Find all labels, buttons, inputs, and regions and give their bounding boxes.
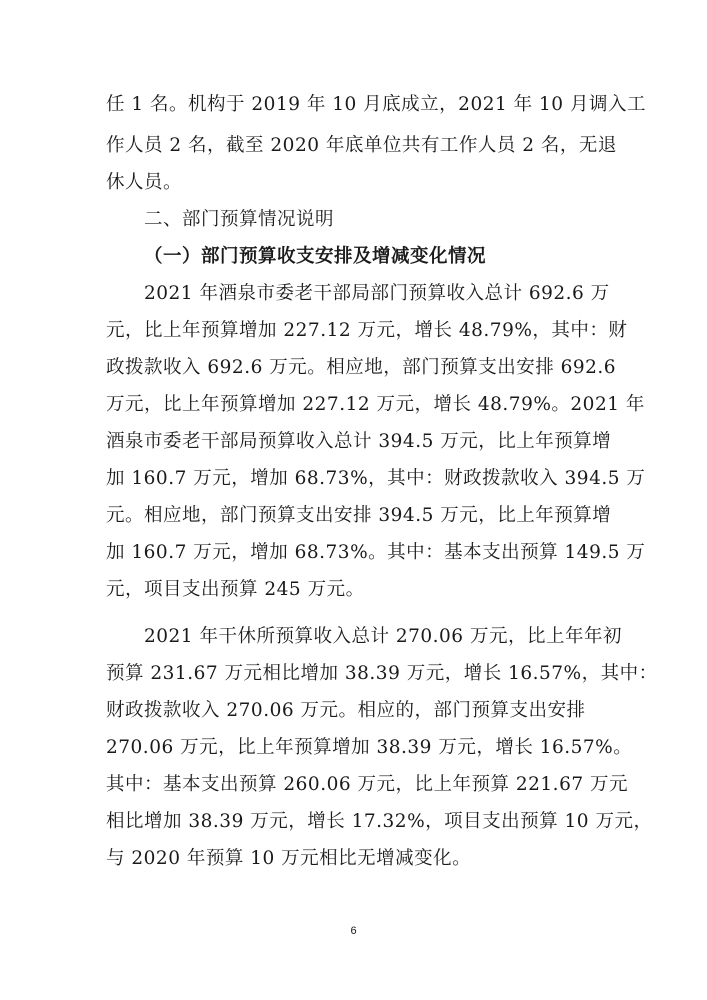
- text-line: 酒泉市委老干部局预算收入总计 394.5 万元，比上年预算增: [106, 431, 612, 452]
- section-heading: 二、部门预算情况说明: [144, 209, 335, 230]
- text-line: 休人员。: [106, 172, 183, 193]
- text-line: 2021 年干休所预算收入总计 270.06 万元，比上年年初: [144, 626, 622, 647]
- text-line: 其中：基本支出预算 260.06 万元，比上年预算 221.67 万元: [106, 774, 628, 795]
- text-line: 财政拨款收入 270.06 万元。相应的，部门预算支出安排: [106, 700, 586, 721]
- text-line: 加 160.7 万元，增加 68.73%。其中：基本支出预算 149.5 万: [106, 542, 646, 563]
- text-line: 预算 231.67 万元相比增加 38.39 万元，增长 16.57%，其中：: [106, 663, 658, 684]
- text-line: 与 2020 年预算 10 万元相比无增减变化。: [106, 848, 472, 869]
- text-line: 元。相应地，部门预算支出安排 394.5 万元，比上年预算增: [106, 505, 612, 526]
- text-line: 元，比上年预算增加 227.12 万元，增长 48.79%，其中：财: [106, 320, 628, 341]
- text-line: 作人员 2 名，截至 2020 年底单位共有工作人员 2 名，无退: [106, 135, 617, 156]
- text-line: 万元，比上年预算增加 227.12 万元，增长 48.79%。2021 年: [106, 394, 645, 415]
- text-line: 加 160.7 万元，增加 68.73%，其中：财政拨款收入 394.5 万: [106, 468, 646, 489]
- text-line: 2021 年酒泉市委老干部局部门预算收入总计 692.6 万: [144, 283, 610, 304]
- text-line: 政拨款收入 692.6 万元。相应地，部门预算支出安排 692.6: [106, 357, 617, 378]
- text-line: 任 1 名。机构于 2019 年 10 月底成立，2021 年 10 月调入工: [106, 94, 646, 115]
- text-line: 相比增加 38.39 万元，增长 17.32%，项目支出预算 10 万元，: [106, 811, 653, 832]
- subsection-heading: （一）部门预算收支安排及增减变化情况: [144, 246, 487, 267]
- text-line: 元，项目支出预算 245 万元。: [106, 579, 365, 600]
- text-line: 270.06 万元，比上年预算增加 38.39 万元，增长 16.57%。: [106, 737, 633, 758]
- page-number: 6: [350, 925, 357, 937]
